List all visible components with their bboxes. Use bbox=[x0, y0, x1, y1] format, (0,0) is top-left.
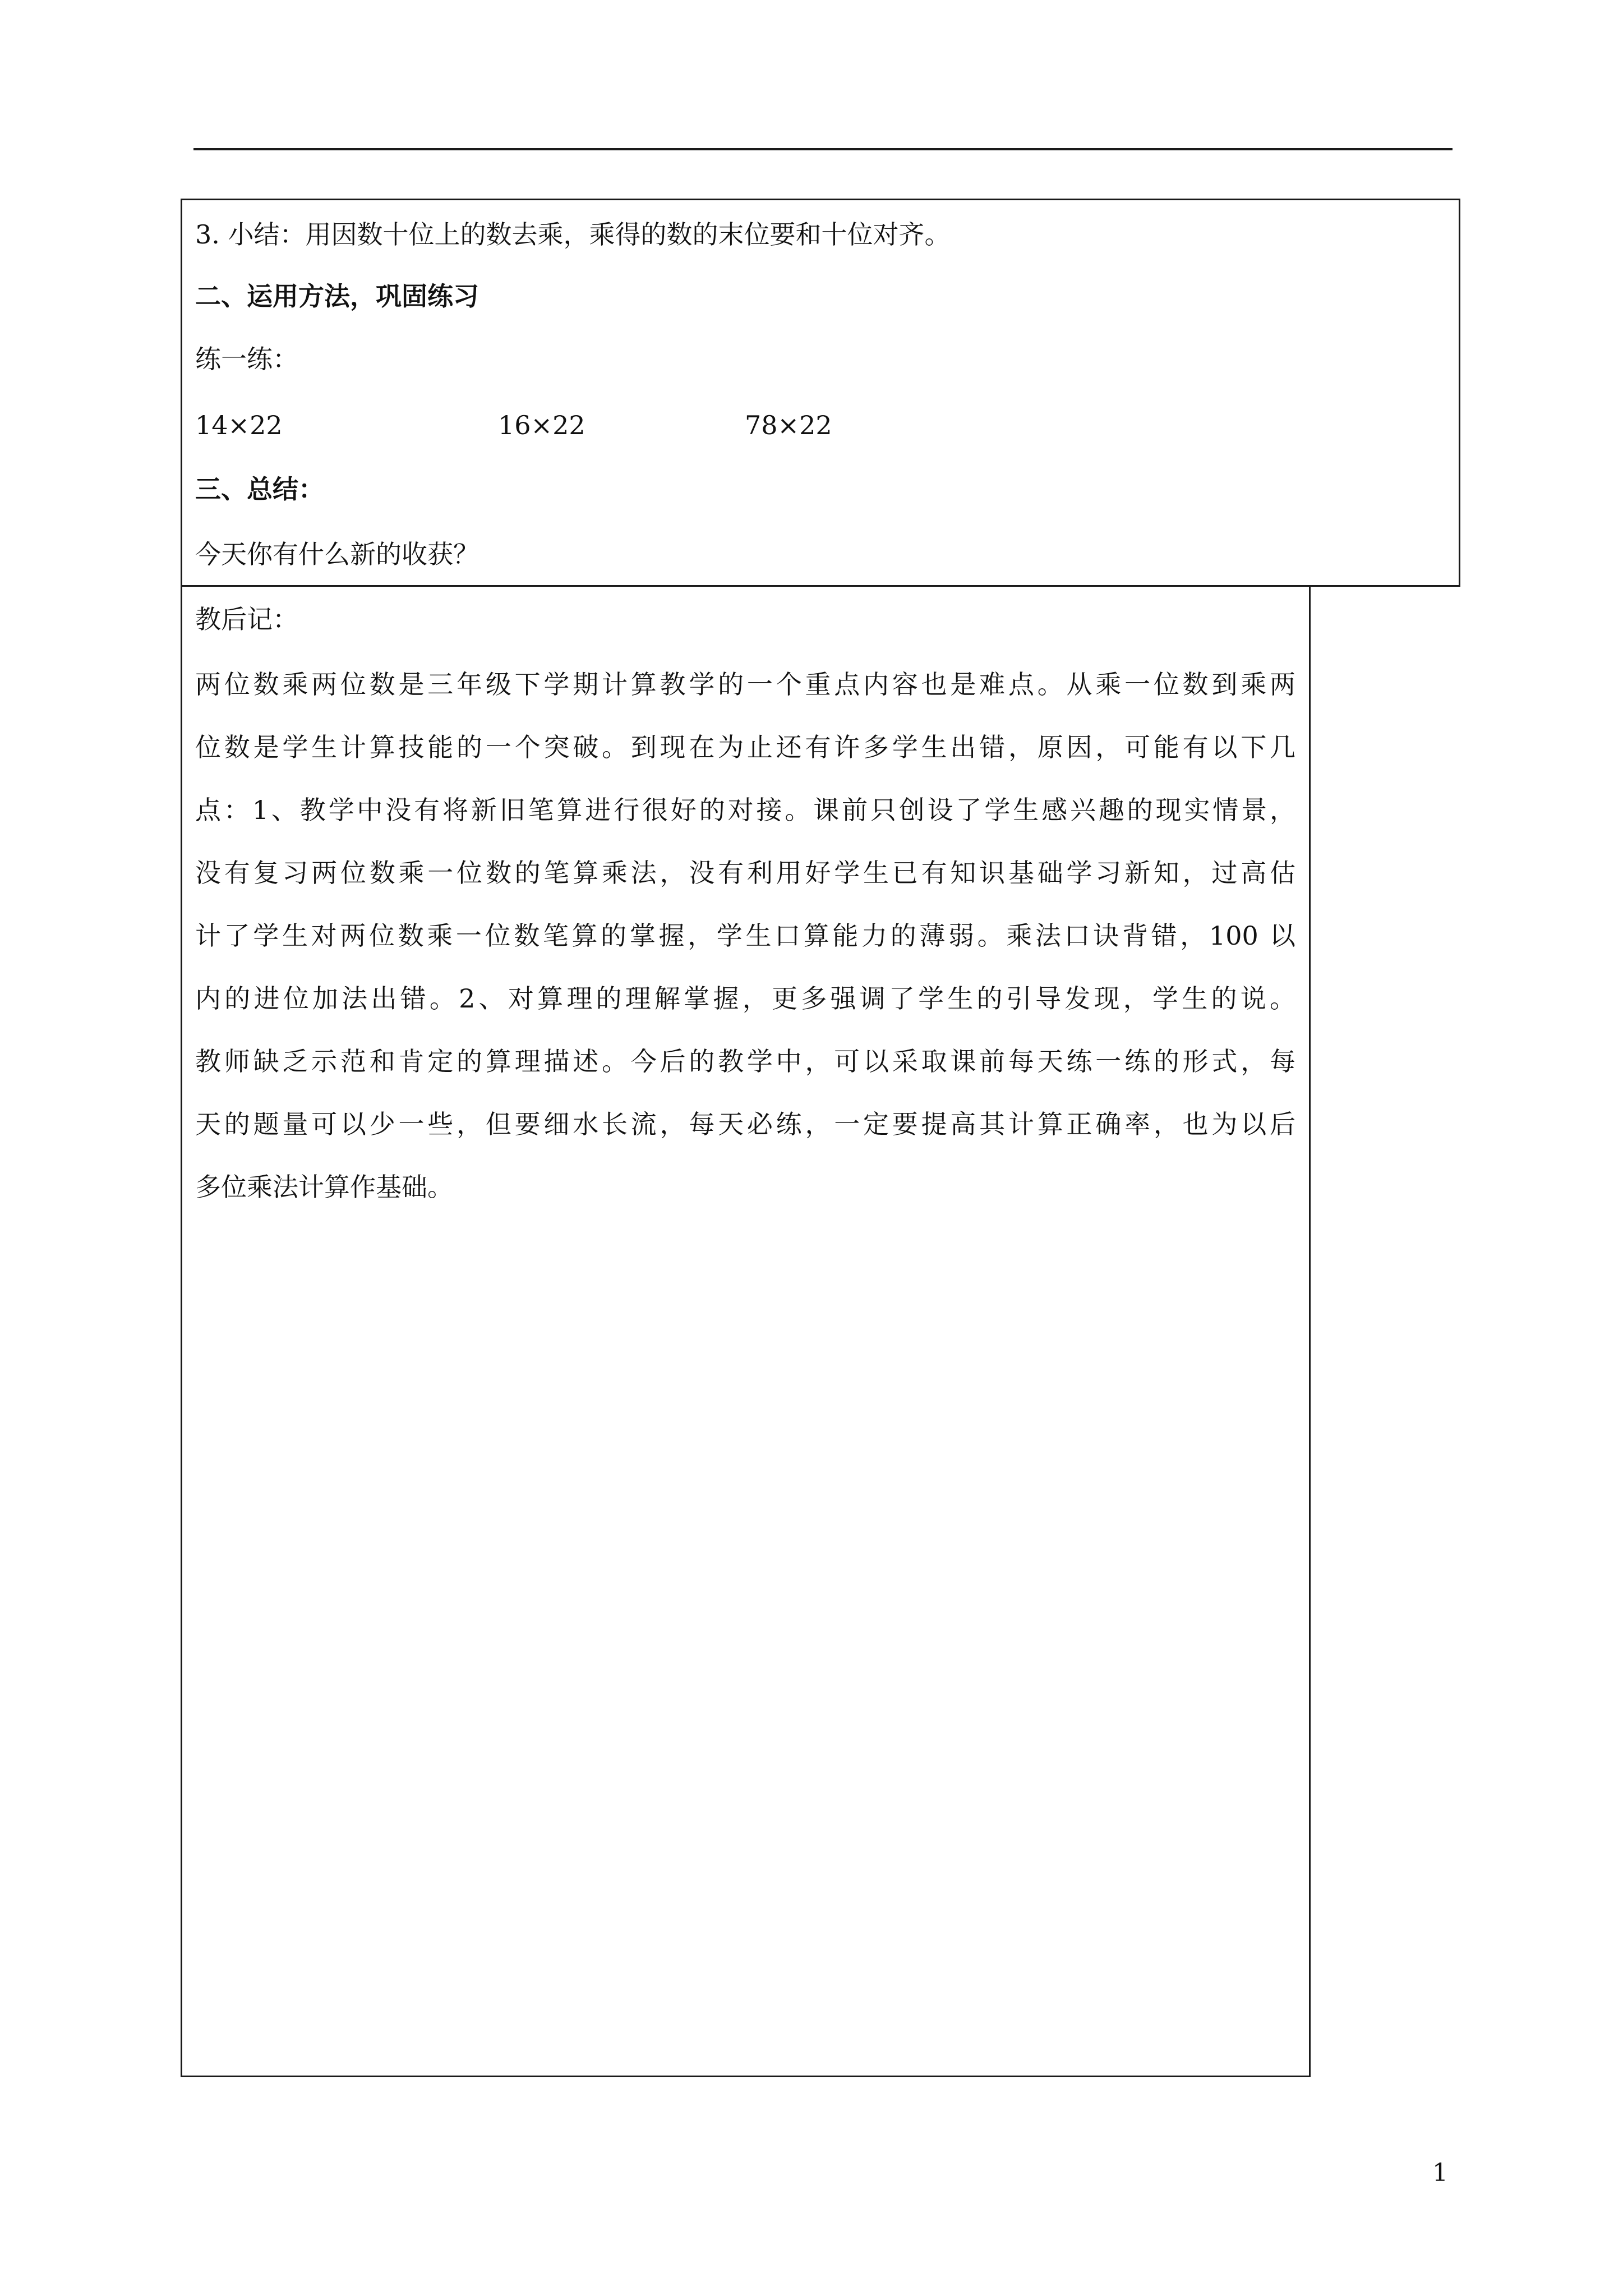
reflection-line: 多位乘法计算作基础。 bbox=[195, 1172, 453, 1202]
practice-item: 78×22 bbox=[745, 410, 832, 440]
reflection-line: 点：1、教学中没有将新旧笔算进行很好的对接。课前只创设了学生感兴趣的现实情景， bbox=[195, 795, 1295, 825]
reflection-line: 两位数乘两位数是三年级下学期计算教学的一个重点内容也是难点。从乘一位数到乘两 bbox=[195, 669, 1295, 700]
lesson-table-cell-upper bbox=[181, 199, 1460, 587]
section-heading-practice: 二、运用方法，巩固练习 bbox=[195, 281, 479, 311]
practice-item: 16×22 bbox=[498, 410, 585, 440]
reflection-heading: 教后记： bbox=[195, 604, 298, 634]
reflection-line: 内的进位加法出错。2、对算理的理解掌握，更多强调了学生的引导发现，学生的说。 bbox=[195, 983, 1295, 1014]
section-heading-summary: 三、总结： bbox=[195, 474, 324, 504]
reflection-line: 位数是学生计算技能的一个突破。到现在为止还有许多学生出错，原因，可能有以下几 bbox=[195, 732, 1295, 762]
page-number: 1 bbox=[1432, 2159, 1448, 2187]
practice-label: 练一练： bbox=[195, 344, 298, 374]
reflection-line: 计了学生对两位数乘一位数笔算的掌握，学生口算能力的薄弱。乘法口诀背错，100 以 bbox=[195, 921, 1295, 951]
closing-question: 今天你有什么新的收获？ bbox=[195, 539, 479, 569]
header-rule bbox=[193, 148, 1453, 150]
reflection-line: 教师缺乏示范和肯定的算理描述。今后的教学中，可以采取课前每天练一练的形式，每 bbox=[195, 1046, 1295, 1076]
practice-list bbox=[195, 408, 924, 442]
practice-item: 14×22 bbox=[195, 410, 283, 440]
reflection-line: 天的题量可以少一些，但要细水长流，每天必练，一定要提高其计算正确率，也为以后 bbox=[195, 1109, 1295, 1139]
summary-step: 3. 小结：用因数十位上的数去乘，乘得的数的末位要和十位对齐。 bbox=[195, 219, 951, 250]
reflection-line: 没有复习两位数乘一位数的笔算乘法，没有利用好学生已有知识基础学习新知，过高估 bbox=[195, 858, 1295, 888]
